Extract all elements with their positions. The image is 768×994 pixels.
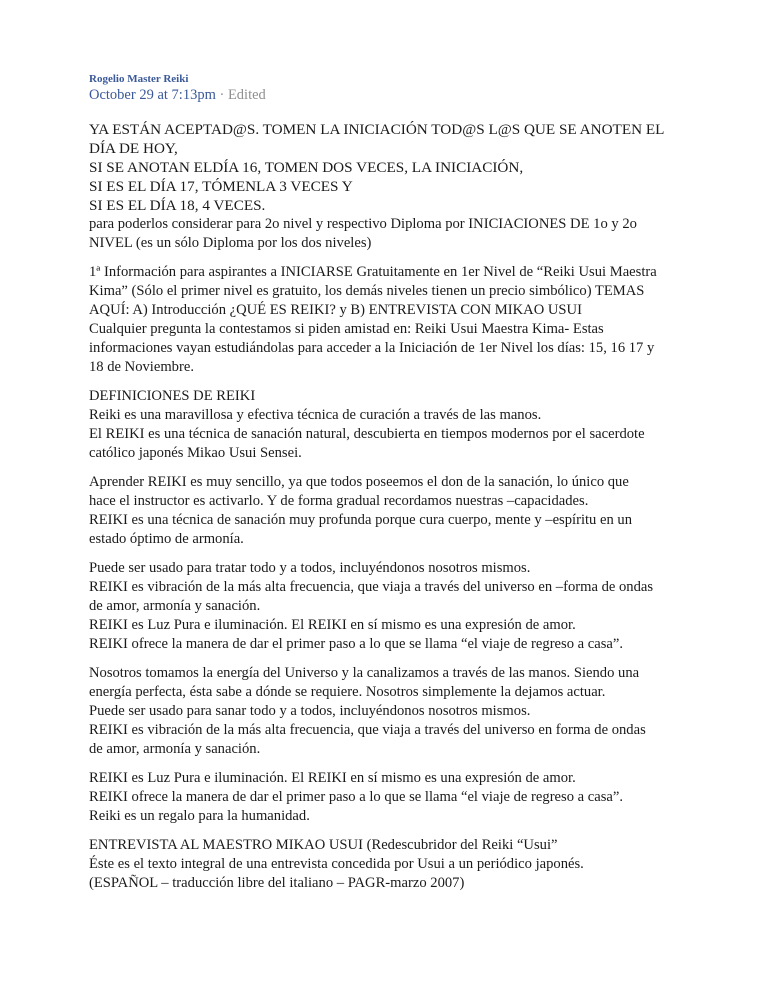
text-line: de amor, armonía y sanación. — [89, 598, 261, 614]
text-line: ENTREVISTA AL MAESTRO MIKAO USUI (Redescubridor del Reiki “Usui” — [89, 837, 558, 853]
text-line: El REIKI es una técnica de sanación natural, descubierta en tiempos modernos por el sacerdote — [89, 426, 645, 442]
text-line: Puede ser usado para sanar todo y a todos, incluyéndonos nosotros mismos. — [89, 703, 531, 719]
text-line: REIKI es Luz Pura e iluminación. El REIKI en sí mismo es una expresión de amor. — [89, 617, 576, 633]
text-line: Éste es el texto integral de una entrevista concedida por Usui a un periódico japonés. — [89, 856, 584, 872]
text-line: Kima” (Sólo el primer nivel es gratuito, los demás niveles tienen un precio simbólico) TEMAS — [89, 283, 645, 299]
text-line: REIKI es vibración de la más alta frecuencia, que viaja a través del universo en –forma de ondas — [89, 579, 654, 595]
text-line: Cualquier pregunta la contestamos si piden amistad en: Reiki Usui Maestra Kima- Estas — [89, 321, 604, 337]
paragraph — [89, 664, 689, 759]
paragraph — [89, 387, 689, 463]
text-line: REIKI es vibración de la más alta frecuencia, que viaja a través del universo en forma de ondas — [89, 722, 646, 738]
text-line: REIKI es una técnica de sanación muy profunda porque cura cuerpo, mente y –espíritu en un — [89, 512, 633, 528]
paragraph — [89, 559, 689, 654]
text-line: Reiki es un regalo para la humanidad. — [89, 808, 310, 824]
post-body — [89, 120, 689, 893]
text-line: de amor, armonía y sanación. — [89, 741, 261, 757]
text-line: SI ES EL DÍA 18, 4 VECES. — [89, 197, 266, 214]
text-line: Nosotros tomamos la energía del Universo y la canalizamos a través de las manos. Siendo una — [89, 665, 640, 681]
paragraph — [89, 473, 689, 549]
text-line: 1ª Información para aspirantes a INICIARSE Gratuitamente en 1er Nivel de “Reiki Usui Maestra — [89, 264, 657, 280]
text-line: YA ESTÁN ACEPTAD@S. TOMEN LA INICIACIÓN TOD@S L@S QUE SE ANOTEN EL — [89, 121, 665, 138]
paragraph — [89, 836, 689, 893]
text-line: energía perfecta, ésta sabe a dónde se requiere. Nosotros simplemente la dejamos actuar. — [89, 684, 606, 700]
text-line: REIKI es Luz Pura e iluminación. El REIKI en sí mismo es una expresión de amor. — [89, 770, 576, 786]
text-line: AQUÍ: A) Introducción ¿QUÉ ES REIKI? y B) ENTREVISTA CON MIKAO USUI — [89, 302, 582, 318]
meta-separator: · — [219, 87, 225, 103]
text-line: SI ES EL DÍA 17, TÓMENLA 3 VECES Y — [89, 178, 353, 195]
text-line: (ESPAÑOL – traducción libre del italiano – PAGR-marzo 2007) — [89, 875, 465, 891]
text-line: Aprender REIKI es muy sencillo, ya que todos poseemos el don de la sanación, lo único que — [89, 474, 629, 490]
text-line: REIKI ofrece la manera de dar el primer paso a lo que se llama “el viaje de regreso a casa”. — [89, 789, 624, 805]
text-line: estado óptimo de armonía. — [89, 531, 244, 547]
paragraph — [89, 120, 689, 253]
paragraph — [89, 263, 689, 377]
text-line: REIKI ofrece la manera de dar el primer paso a lo que se llama “el viaje de regreso a casa”. — [89, 636, 624, 652]
text-line: 18 de Noviembre. — [89, 359, 194, 375]
text-line: DÍA DE HOY, — [89, 140, 178, 157]
text-line: Reiki es una maravillosa y efectiva técnica de curación a través de las manos. — [89, 407, 542, 423]
post-meta — [89, 86, 689, 104]
text-line: informaciones vayan estudiándolas para acceder a la Iniciación de 1er Nivel los días: 15, 16 17 y — [89, 340, 655, 356]
paragraph — [89, 769, 689, 826]
text-line: SI SE ANOTAN ELDÍA 16, TOMEN DOS VECES, LA INICIACIÓN, — [89, 159, 524, 176]
text-line: DEFINICIONES DE REIKI — [89, 388, 256, 404]
text-line: hace el instructor es activarlo. Y de forma gradual recordamos nuestras –capacidades. — [89, 493, 589, 509]
text-line: católico japonés Mikao Usui Sensei. — [89, 445, 302, 461]
post-date[interactable]: October 29 at 7:13pm — [89, 87, 216, 103]
document-page — [89, 72, 689, 903]
edited-label[interactable]: Edited — [227, 87, 266, 103]
post-author[interactable]: Rogelio Master Reiki — [89, 73, 189, 85]
text-line: NIVEL (es un sólo Diploma por los dos niveles) — [89, 235, 372, 251]
text-line: para poderlos considerar para 2o nivel y respectivo Diploma por INICIACIONES DE 1o y 2o — [89, 216, 637, 232]
text-line: Puede ser usado para tratar todo y a todos, incluyéndonos nosotros mismos. — [89, 560, 531, 576]
